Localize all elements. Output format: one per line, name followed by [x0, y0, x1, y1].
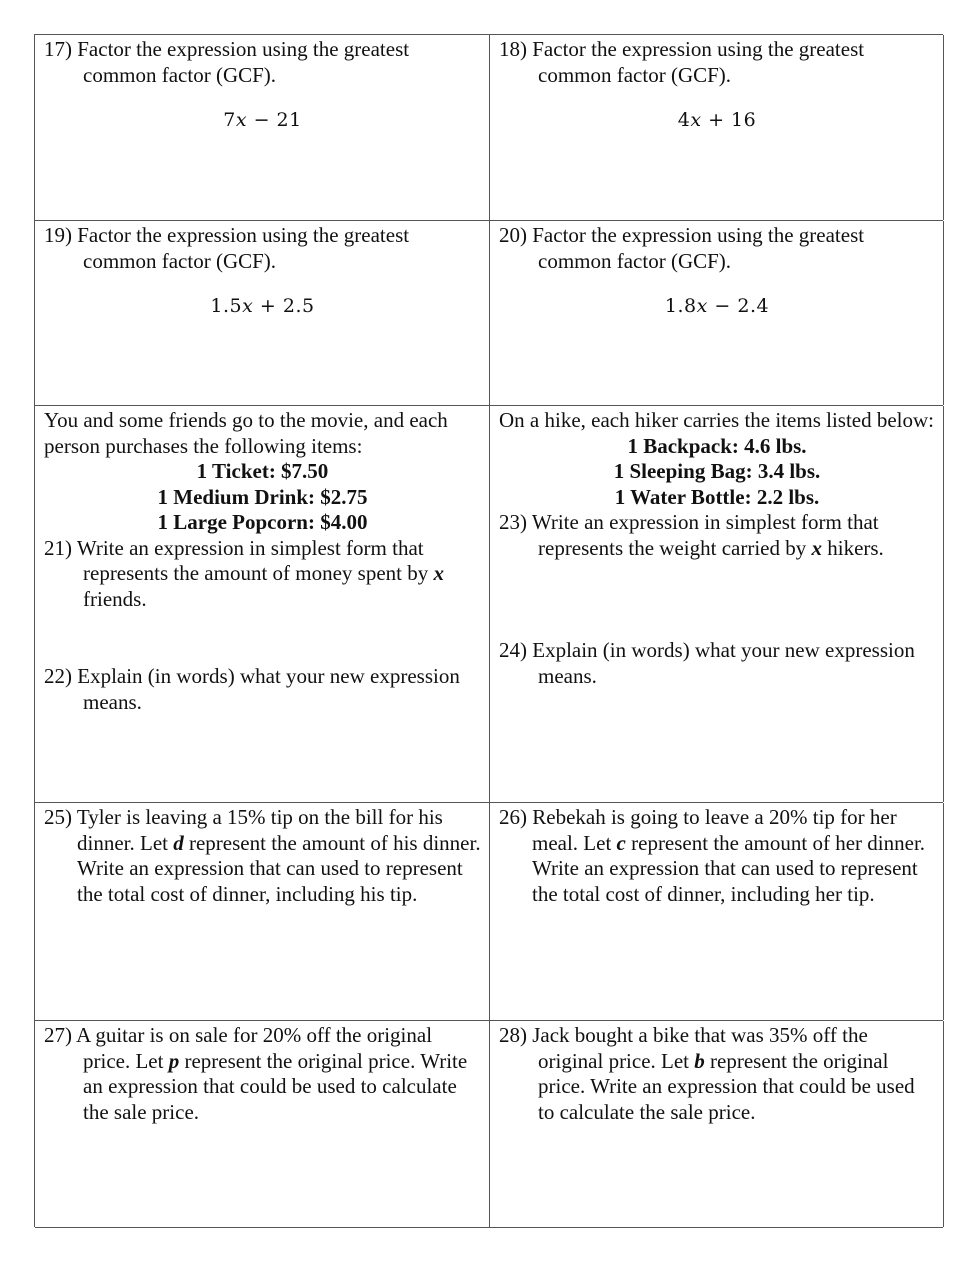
list-item: 1 Ticket: $7.50	[196, 459, 329, 483]
list-item: 1 Large Popcorn: $4.00	[157, 510, 368, 534]
hike-item-list	[499, 434, 935, 511]
movie-item-list	[44, 459, 481, 536]
list-item: 1 Backpack: 4.6 lbs.	[627, 433, 807, 458]
problem-26-text: 26) Rebekah is going to leave a 20% tip for her meal. Let c represent the amount of her dinner. Write an expression that can used to represent the total cost of dinner, including her tip.	[499, 805, 926, 906]
problem-21-text: 21) Write an expression in simplest form that represents the amount of money spent by x friends.	[44, 535, 444, 611]
worksheet-table	[34, 34, 943, 1227]
problem-26-cell	[490, 803, 944, 1020]
problem-18-cell	[490, 35, 944, 220]
table-row	[35, 35, 943, 221]
problem-25-text: 25) Tyler is leaving a 15% tip on the bill for his dinner. Let d represent the amount of his dinner. Write an expression that can used to represent the total cost of dinner, including his tip.	[44, 805, 481, 906]
movie-problem-cell	[35, 406, 490, 802]
problem-19-expression: 1.5x + 2.5	[210, 295, 315, 317]
problem-28-cell	[490, 1021, 944, 1227]
problem-27-cell	[35, 1021, 490, 1227]
problem-19-text: 19) Factor the expression using the greatest common factor (GCF).	[44, 223, 410, 273]
problem-17-cell	[35, 35, 490, 220]
problem-18-text: 18) Factor the expression using the greatest common factor (GCF).	[499, 37, 865, 87]
problem-24-text: 24) Explain (in words) what your new expression means.	[499, 638, 915, 688]
problem-20-text: 20) Factor the expression using the greatest common factor (GCF).	[499, 223, 865, 273]
problem-23-text: 23) Write an expression in simplest form that represents the weight carried by x hikers.	[499, 510, 884, 560]
problem-28-text: 28) Jack bought a bike that was 35% off the original price. Let b represent the original price. Write an expression that could be used to calculate the sale price.	[499, 1023, 915, 1124]
hike-problem-cell	[490, 406, 944, 802]
list-item: 1 Sleeping Bag: 3.4 lbs.	[613, 459, 821, 483]
list-item: 1 Water Bottle: 2.2 lbs.	[614, 484, 820, 509]
problem-27-text: 27) A guitar is on sale for 20% off the original price. Let p represent the original price. Write an expression that could be used to calculate the sale price.	[44, 1023, 468, 1124]
table-row	[35, 803, 943, 1021]
problem-20-cell	[490, 221, 944, 405]
problem-17-expression: 7x − 21	[223, 109, 302, 131]
table-row	[35, 1021, 943, 1228]
hike-intro: On a hike, each hiker carries the items listed below:	[499, 408, 935, 432]
problem-19-cell	[35, 221, 490, 405]
table-row	[35, 406, 943, 803]
problem-25-cell	[35, 803, 490, 1020]
problem-22-text: 22) Explain (in words) what your new expression means.	[44, 664, 460, 714]
movie-intro: You and some friends go to the movie, and each person purchases the following items:	[44, 408, 448, 458]
problem-18-expression: 4x + 16	[677, 109, 757, 131]
problem-17-text: 17) Factor the expression using the greatest common factor (GCF).	[44, 37, 410, 87]
problem-20-expression: 1.8x − 2.4	[664, 295, 770, 317]
list-item: 1 Medium Drink: $2.75	[157, 484, 368, 509]
table-row	[35, 221, 943, 406]
